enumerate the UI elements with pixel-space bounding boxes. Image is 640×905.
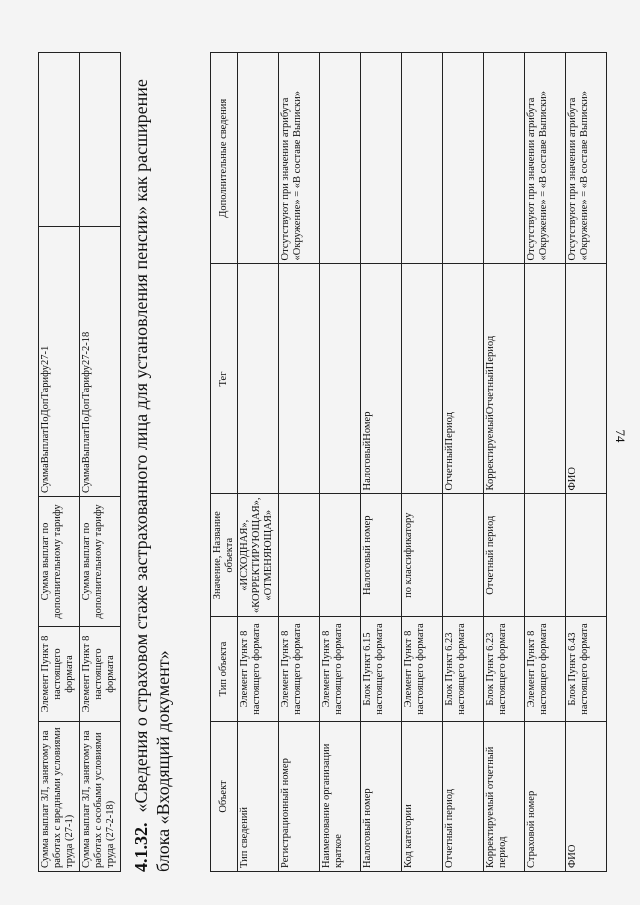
table-cell: по классификатору	[402, 494, 443, 617]
table-row	[525, 53, 566, 872]
table-row	[566, 53, 607, 872]
table-row	[361, 53, 402, 872]
table-cell	[443, 494, 484, 617]
table-cell	[525, 264, 566, 494]
top-table	[38, 52, 121, 872]
table-cell: «ИСХОДНАЯ», «КОРРЕКТИРУЮЩАЯ», «ОТМЕНЯЮЩАЯ»	[238, 494, 279, 617]
table-cell: СуммаВыплатПоДопТарифу27-2-18	[80, 227, 121, 497]
table-cell: Элемент Пункт 8 настоящего формата	[39, 627, 80, 722]
column-header: Дополнительные сведения	[211, 53, 238, 264]
table-cell: Элемент Пункт 8 настоящего формата	[402, 617, 443, 722]
table-cell	[361, 53, 402, 264]
table-cell: КорректируемыйОтчетныйПериод	[484, 264, 525, 494]
table-row	[80, 53, 121, 872]
table-cell: Налоговый номер	[361, 494, 402, 617]
table-cell: Элемент Пункт 8 настоящего формата	[80, 627, 121, 722]
table-row	[443, 53, 484, 872]
table-cell: Отчетный период	[484, 494, 525, 617]
section-number: 4.1.32.	[131, 822, 151, 872]
table-row	[39, 53, 80, 872]
table-cell: ФИО	[566, 264, 607, 494]
table-cell: Блок Пункт 6.23 настоящего формата	[484, 617, 525, 722]
table-cell: Отсутствуют при значении атрибута «Окружение» = «В составе Выписки»	[525, 53, 566, 264]
table-cell	[320, 494, 361, 617]
table-cell: Сумма выплат ЗЛ, занятому на работах с вредными условиями труда (27-1)	[39, 722, 80, 872]
table-cell	[566, 494, 607, 617]
column-header: Объект	[211, 722, 238, 872]
table-cell: Наименование организации краткое	[320, 722, 361, 872]
table-cell	[320, 53, 361, 264]
table-cell: ФИО	[566, 722, 607, 872]
column-header: Значение, Название объекта	[211, 494, 238, 617]
table-cell	[80, 53, 121, 227]
table-cell: Элемент Пункт 8 настоящего формата	[525, 617, 566, 722]
table-cell: Отсутствуют при значении атрибута «Окружение» = «В составе Выписки»	[566, 53, 607, 264]
table-row	[279, 53, 320, 872]
table-cell: Регистрационный номер	[279, 722, 320, 872]
main-table	[210, 52, 607, 872]
table-cell: Блок Пункт 6.15 настоящего формата	[361, 617, 402, 722]
rotated-page	[30, 20, 610, 880]
table-cell: Сумма выплат по дополнительному тарифу	[39, 497, 80, 627]
table-cell	[279, 494, 320, 617]
table-cell	[320, 264, 361, 494]
table-cell	[402, 53, 443, 264]
table-row	[238, 53, 279, 872]
table-cell: Блок Пункт 6.23 настоящего формата	[443, 617, 484, 722]
table-cell	[484, 53, 525, 264]
table-cell: Сумма выплат по дополнительному тарифу	[80, 497, 121, 627]
table-row	[402, 53, 443, 872]
table-cell: Страховой номер	[525, 722, 566, 872]
section-heading	[130, 52, 174, 872]
table-cell: Сумма выплат ЗЛ, занятому на работах с особыми условиями труда (27-2-18)	[80, 722, 121, 872]
table-cell	[238, 264, 279, 494]
table-cell: Налоговый номер	[361, 722, 402, 872]
table-cell	[279, 264, 320, 494]
table-cell: Блок Пункт 6.43 настоящего формата	[566, 617, 607, 722]
table-cell: ОтчетныйПериод	[443, 264, 484, 494]
table-cell: Тип сведений	[238, 722, 279, 872]
column-header: Тег	[211, 264, 238, 494]
table-cell	[525, 494, 566, 617]
page-number: 74	[613, 429, 628, 443]
table-cell	[39, 53, 80, 227]
table-cell: Корректируемый отчетный период	[484, 722, 525, 872]
table-cell: НалоговыйНомер	[361, 264, 402, 494]
table-cell: Элемент Пункт 8 настоящего формата	[238, 617, 279, 722]
column-header: Тип объекта	[211, 617, 238, 722]
section-title: «Сведения о страховом стаже застрахованного лица для установления пенсии» как расширение блока «Входящий документ»	[131, 79, 173, 872]
table-cell: СуммаВыплатПоДопТарифу27-1	[39, 227, 80, 497]
table-cell	[238, 53, 279, 264]
table-cell: Элемент Пункт 8 настоящего формата	[279, 617, 320, 722]
table-cell: Отчетный период	[443, 722, 484, 872]
table-cell	[402, 264, 443, 494]
table-cell	[443, 53, 484, 264]
table-cell: Код категории	[402, 722, 443, 872]
table-row	[320, 53, 361, 872]
table-cell: Элемент Пункт 8 настоящего формата	[320, 617, 361, 722]
table-cell: Отсутствуют при значении атрибута «Окружение» = «В составе Выписки»	[279, 53, 320, 264]
table-row	[484, 53, 525, 872]
